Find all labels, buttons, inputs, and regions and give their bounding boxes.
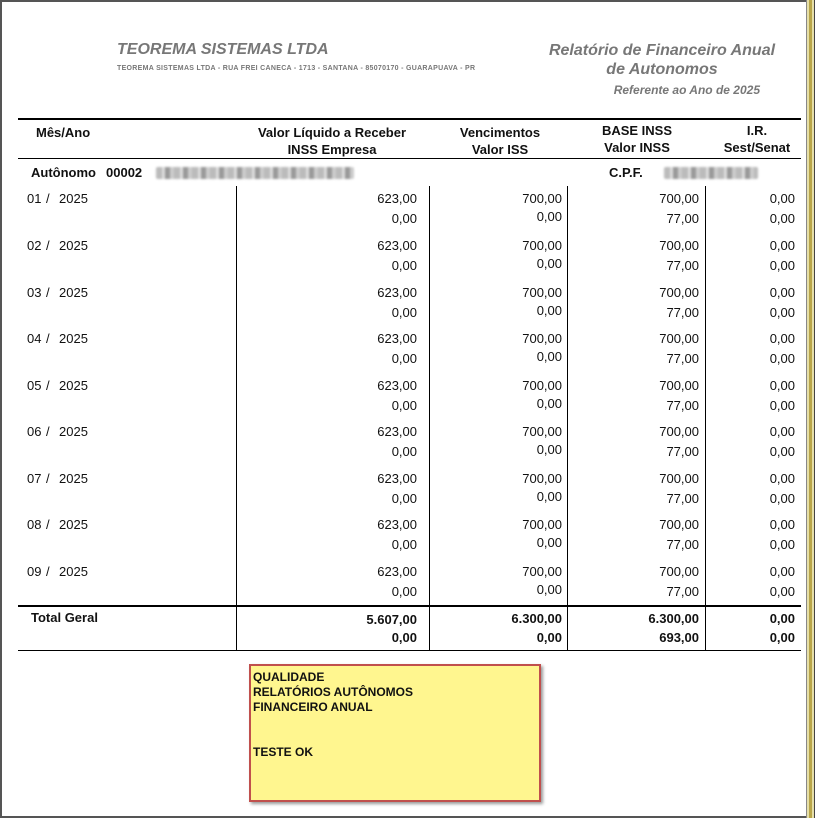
row-liquido: 623,00	[377, 238, 417, 253]
row-vinss: 77,00	[666, 444, 699, 459]
row-liquido: 623,00	[377, 191, 417, 206]
row-month-separator: /	[46, 331, 50, 346]
total-bottom-rule	[18, 650, 801, 651]
row-vinss: 77,00	[666, 398, 699, 413]
row-vinss: 77,00	[666, 305, 699, 320]
col-header-ir-label: I.R.	[746, 123, 768, 138]
row-sest: 0,00	[769, 351, 795, 366]
header-bottom-rule	[18, 158, 801, 159]
row-sest: 0,00	[769, 258, 795, 273]
row-vinss: 77,00	[666, 537, 699, 552]
col-divider-2	[429, 186, 430, 606]
row-base: 700,00	[659, 191, 699, 206]
row-year: 2025	[59, 424, 88, 439]
row-ir: 0,00	[769, 378, 795, 393]
page-frame-top	[0, 0, 815, 2]
row-year: 2025	[59, 238, 88, 253]
report-title	[532, 41, 792, 79]
col-header-base-inss	[577, 122, 697, 156]
row-liquido: 623,00	[377, 378, 417, 393]
row-iss: 0,00	[536, 303, 562, 318]
row-ir: 0,00	[769, 471, 795, 486]
row-month-separator: /	[46, 517, 50, 532]
row-base: 700,00	[659, 517, 699, 532]
row-iss: 0,00	[536, 489, 562, 504]
total-divider-3	[567, 606, 568, 650]
total-top-rule	[18, 605, 801, 607]
row-inss-emp: 0,00	[391, 258, 417, 273]
row-month-separator: /	[46, 238, 50, 253]
row-liquido: 623,00	[377, 331, 417, 346]
row-base: 700,00	[659, 424, 699, 439]
col-header-mes-ano: Mês/Ano	[36, 125, 91, 140]
row-venc: 700,00	[522, 378, 562, 393]
note-line: QUALIDADE	[253, 670, 325, 684]
row-month: 02	[27, 238, 42, 253]
row-vinss: 77,00	[666, 351, 699, 366]
row-month-separator: /	[46, 424, 50, 439]
total-divider-4	[705, 606, 706, 650]
row-ir: 0,00	[769, 285, 795, 300]
row-ir: 0,00	[769, 424, 795, 439]
row-sest: 0,00	[769, 537, 795, 552]
row-base: 700,00	[659, 471, 699, 486]
row-base: 700,00	[659, 331, 699, 346]
row-vinss: 77,00	[666, 491, 699, 506]
row-year: 2025	[59, 191, 88, 206]
note-line: RELATÓRIOS AUTÔNOMOS	[253, 685, 413, 699]
col-divider-4	[705, 186, 706, 606]
row-vinss: 77,00	[666, 211, 699, 226]
note-line: FINANCEIRO ANUAL	[253, 700, 373, 714]
row-liquido: 623,00	[377, 517, 417, 532]
row-vinss: 77,00	[666, 584, 699, 599]
row-inss-emp: 0,00	[391, 398, 417, 413]
autonomo-code: 00002	[106, 165, 143, 180]
row-ir: 0,00	[769, 191, 795, 206]
report-subtitle: Referente ao Ano de 2025	[613, 83, 760, 97]
col-header-inss-empresa-label: INSS Empresa	[287, 142, 377, 157]
row-month-separator: /	[46, 285, 50, 300]
row-year: 2025	[59, 517, 88, 532]
row-month: 03	[27, 285, 42, 300]
col-divider-1	[236, 186, 237, 606]
row-sest: 0,00	[769, 444, 795, 459]
row-month-separator: /	[46, 378, 50, 393]
total-inss-empresa: 0,00	[391, 630, 417, 645]
row-sest: 0,00	[769, 584, 795, 599]
row-vinss: 77,00	[666, 258, 699, 273]
row-year: 2025	[59, 285, 88, 300]
row-ir: 0,00	[769, 517, 795, 532]
row-sest: 0,00	[769, 305, 795, 320]
total-valor-iss: 0,00	[536, 630, 562, 645]
row-liquido: 623,00	[377, 564, 417, 579]
col-header-valor-liquido	[232, 124, 432, 158]
row-liquido: 623,00	[377, 424, 417, 439]
row-base: 700,00	[659, 285, 699, 300]
row-sest: 0,00	[769, 211, 795, 226]
row-inss-emp: 0,00	[391, 584, 417, 599]
row-base: 700,00	[659, 378, 699, 393]
row-venc: 700,00	[522, 471, 562, 486]
page-frame-left	[0, 0, 2, 818]
row-venc: 700,00	[522, 331, 562, 346]
row-venc: 700,00	[522, 238, 562, 253]
row-month: 09	[27, 564, 42, 579]
table-top-rule	[18, 118, 801, 120]
row-month: 06	[27, 424, 42, 439]
row-venc: 700,00	[522, 564, 562, 579]
row-iss: 0,00	[536, 209, 562, 224]
total-sest-senat: 0,00	[769, 630, 795, 645]
col-header-vencimentos-label: Vencimentos	[459, 125, 541, 140]
col-header-base-inss-label: BASE INSS	[601, 123, 673, 138]
row-month: 05	[27, 378, 42, 393]
report-title-line1: Relatório de Financeiro Anual	[548, 42, 776, 59]
row-inss-emp: 0,00	[391, 351, 417, 366]
row-base: 700,00	[659, 238, 699, 253]
col-header-ir	[712, 122, 802, 156]
total-valor-inss: 693,00	[659, 630, 699, 645]
row-month-separator: /	[46, 191, 50, 206]
col-header-sest-senat-label: Sest/Senat	[723, 140, 791, 155]
col-header-valor-iss-label: Valor ISS	[471, 142, 529, 157]
row-year: 2025	[59, 331, 88, 346]
cpf-value-redacted	[664, 167, 758, 179]
row-ir: 0,00	[769, 238, 795, 253]
row-month-separator: /	[46, 564, 50, 579]
row-inss-emp: 0,00	[391, 211, 417, 226]
row-venc: 700,00	[522, 424, 562, 439]
row-venc: 700,00	[522, 517, 562, 532]
total-base-inss: 6.300,00	[648, 611, 699, 626]
total-divider-2	[429, 606, 430, 650]
col-header-valor-liquido-label: Valor Líquido a Receber	[257, 125, 407, 140]
total-ir: 0,00	[769, 611, 795, 626]
row-inss-emp: 0,00	[391, 491, 417, 506]
row-month: 01	[27, 191, 42, 206]
autonomo-name-redacted	[156, 167, 354, 179]
company-address: TEOREMA SISTEMAS LTDA - RUA FREI CANECA - 1713 - SANTANA - 85070170 - GUARAPUAVA - PR	[117, 65, 476, 72]
col-header-valor-inss-label: Valor INSS	[604, 140, 670, 155]
row-inss-emp: 0,00	[391, 444, 417, 459]
row-venc: 700,00	[522, 285, 562, 300]
row-iss: 0,00	[536, 582, 562, 597]
row-iss: 0,00	[536, 396, 562, 411]
sticky-note[interactable]	[249, 664, 541, 802]
row-base: 700,00	[659, 564, 699, 579]
row-ir: 0,00	[769, 331, 795, 346]
total-label: Total Geral	[31, 610, 98, 625]
row-liquido: 623,00	[377, 471, 417, 486]
row-month: 08	[27, 517, 42, 532]
row-liquido: 623,00	[377, 285, 417, 300]
cpf-label: C.P.F.	[609, 165, 643, 180]
total-liquido: 5.607,00	[366, 612, 417, 627]
row-month: 07	[27, 471, 42, 486]
row-ir: 0,00	[769, 564, 795, 579]
note-line: TESTE OK	[253, 745, 314, 759]
row-venc: 700,00	[522, 191, 562, 206]
report-title-line2: de Autonomos	[606, 61, 718, 78]
row-month: 04	[27, 331, 42, 346]
row-sest: 0,00	[769, 491, 795, 506]
row-iss: 0,00	[536, 256, 562, 271]
autonomo-label: Autônomo	[31, 165, 96, 180]
total-divider-1	[236, 606, 237, 650]
row-inss-emp: 0,00	[391, 305, 417, 320]
row-year: 2025	[59, 564, 88, 579]
total-vencimentos: 6.300,00	[511, 611, 562, 626]
page-frame-right	[806, 0, 815, 818]
row-iss: 0,00	[536, 442, 562, 457]
row-month-separator: /	[46, 471, 50, 486]
col-header-vencimentos	[440, 124, 560, 158]
row-year: 2025	[59, 378, 88, 393]
row-iss: 0,00	[536, 349, 562, 364]
row-year: 2025	[59, 471, 88, 486]
col-divider-3	[567, 186, 568, 606]
row-inss-emp: 0,00	[391, 537, 417, 552]
row-iss: 0,00	[536, 535, 562, 550]
row-sest: 0,00	[769, 398, 795, 413]
company-name: TEOREMA SISTEMAS LTDA	[117, 41, 329, 58]
